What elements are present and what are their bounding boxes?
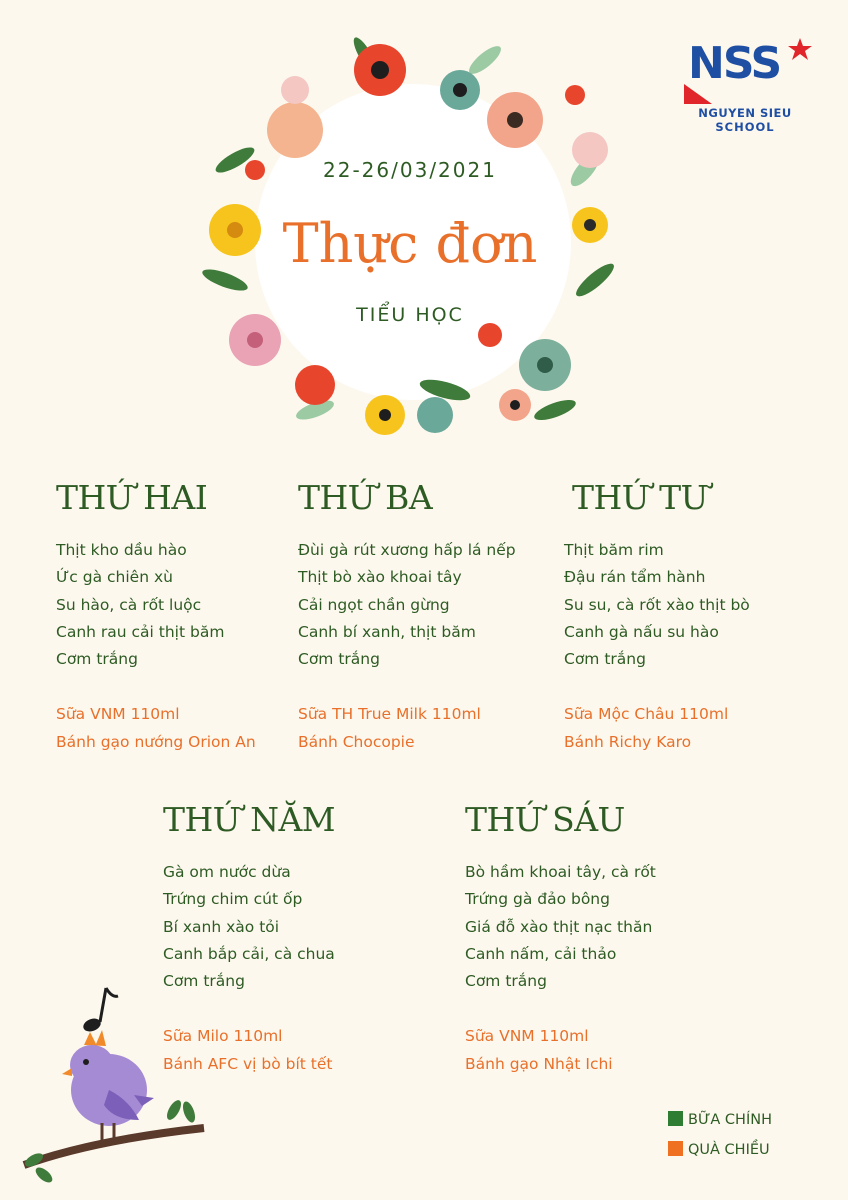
page-title: Thực đơn	[282, 212, 538, 275]
list-item: Đậu rán tẩm hành	[564, 568, 706, 587]
snack-list	[564, 701, 750, 756]
day-title: THỨ HAI	[56, 478, 208, 517]
list-item: Bánh Richy Karo	[564, 732, 692, 751]
list-item: Cải ngọt chần gừng	[298, 595, 450, 614]
logo-line-2: SCHOOL	[715, 120, 775, 134]
list-item: Sữa Milo 110ml	[163, 1027, 283, 1046]
list-item: Ức gà chiên xù	[56, 568, 173, 587]
list-item: Sữa VNM 110ml	[465, 1027, 589, 1046]
snack-list	[465, 1023, 656, 1078]
day-title: THỨ SÁU	[465, 800, 625, 839]
day-title: THỨ NĂM	[163, 800, 336, 839]
list-item: Giá đỗ xào thịt nạc thăn	[465, 917, 653, 936]
list-item: Bánh gạo Nhật Ichi	[465, 1054, 613, 1073]
day-monday	[56, 478, 256, 756]
list-item: Bánh Chocopie	[298, 732, 415, 751]
list-item: Canh nấm, cải thảo	[465, 944, 617, 963]
list-item: Sữa VNM 110ml	[56, 705, 180, 724]
list-item: Su hào, cà rốt luộc	[56, 595, 202, 614]
list-item: Bí xanh xào tỏi	[163, 917, 280, 936]
list-item: Trứng gà đảo bông	[465, 890, 610, 909]
legend-swatch-main	[668, 1111, 683, 1126]
list-item: Sữa Mộc Châu 110ml	[564, 705, 729, 724]
list-item: Su su, cà rốt xào thịt bò	[564, 595, 750, 614]
snack-list	[56, 701, 256, 756]
list-item: Cơm trắng	[465, 972, 547, 991]
bird-icon	[14, 980, 214, 1190]
list-item: Thịt kho dầu hào	[56, 541, 187, 559]
list-item: Trứng chim cút ốp	[163, 890, 303, 909]
legend-label-snack: QUÀ CHIỀU	[688, 1142, 770, 1158]
list-item: Gà om nước dừa	[163, 863, 291, 881]
legend-swatch-snack	[668, 1141, 683, 1156]
list-item: Đùi gà rút xương hấp lá nếp	[298, 541, 516, 559]
legend-snack	[668, 1141, 770, 1158]
main-meal-list	[163, 859, 335, 995]
music-note-icon	[81, 988, 118, 1034]
list-item: Cơm trắng	[564, 650, 646, 669]
list-item: Thịt bò xào khoai tây	[298, 568, 462, 587]
day-title: THỨ TƯ	[572, 478, 708, 517]
list-item: Thịt băm rim	[564, 541, 664, 559]
legend-label-main: BỮA CHÍNH	[688, 1112, 772, 1128]
list-item: Cơm trắng	[56, 650, 138, 669]
snack-list	[298, 701, 516, 756]
list-item: Bò hầm khoai tây, cà rốt	[465, 863, 656, 881]
main-meal-list	[564, 537, 750, 673]
main-meal-list	[56, 537, 256, 673]
logo-line-1: NGUYEN SIEU	[698, 106, 792, 120]
day-wednesday	[564, 478, 750, 756]
date-range: 22-26/03/2021	[323, 158, 497, 182]
list-item: Canh bắp cải, cà chua	[163, 944, 335, 963]
day-title: THỨ BA	[298, 478, 433, 517]
list-item: Canh bí xanh, thịt băm	[298, 622, 476, 641]
list-item: Bánh AFC vị bò bít tết	[163, 1054, 333, 1073]
list-item: Canh rau cải thịt băm	[56, 622, 225, 641]
list-item: Cơm trắng	[163, 972, 245, 991]
list-item: Sữa TH True Milk 110ml	[298, 705, 481, 724]
list-item: Canh gà nấu su hào	[564, 622, 719, 641]
day-tuesday	[298, 478, 516, 756]
main-meal-list	[465, 859, 656, 995]
main-meal-list	[298, 537, 516, 673]
legend-main-meal	[668, 1111, 772, 1128]
day-friday	[465, 800, 656, 1078]
logo-mark: NSS	[688, 38, 781, 89]
page-subtitle: TIỂU HỌC	[356, 304, 464, 326]
list-item: Cơm trắng	[298, 650, 380, 669]
list-item: Bánh gạo nướng Orion An	[56, 732, 256, 751]
